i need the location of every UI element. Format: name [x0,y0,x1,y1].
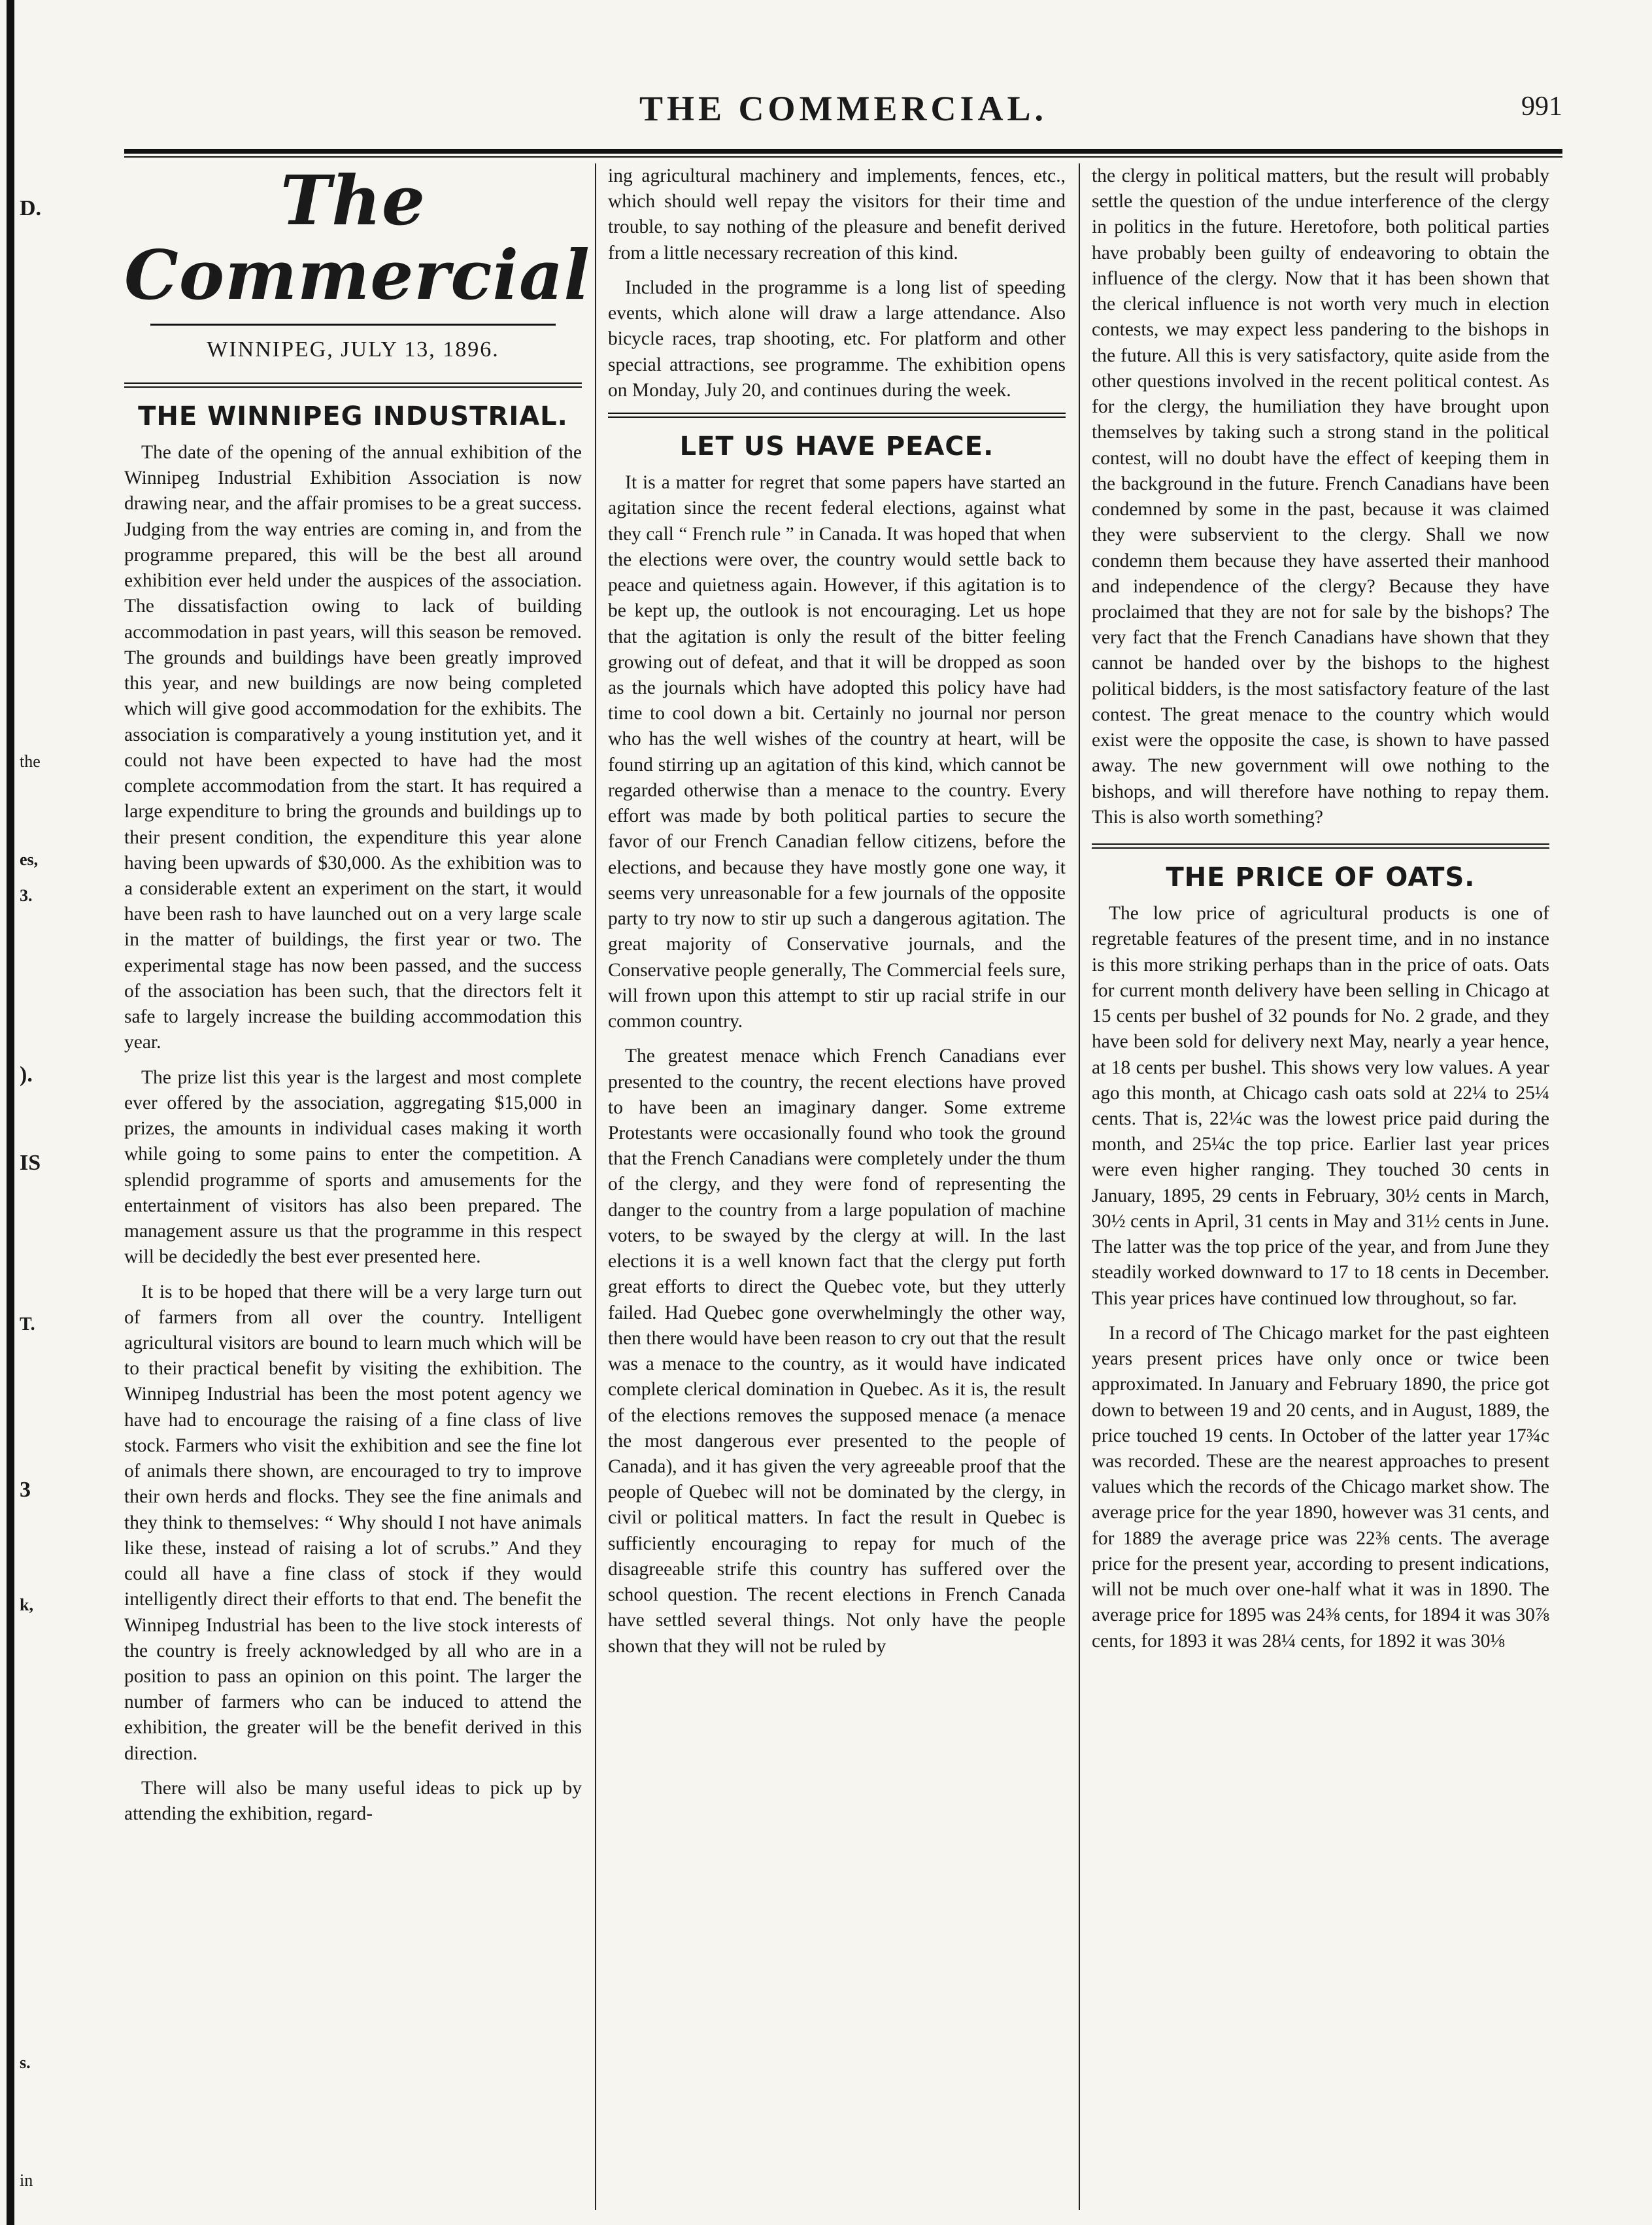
headline-oats: THE PRICE OF OATS. [1166,862,1475,893]
edge-fragment: es, [20,850,39,869]
column-3 [1092,163,1549,2210]
edge-fragment: IS [20,1151,41,1175]
paragraph: Included in the programme is a long list of speeding events, which alone will draw a large attendance. Also bicycle races, trap shooting, etc. For platform and other special attractions, see programme. The exhibition opens on Monday, July 20, and continues during the week. [608,277,1066,401]
header-rule [124,149,1562,158]
masthead-title: The Commercial [124,160,590,316]
paragraph-continued: ing agricultural machinery and implements, fences, etc., which should well repay the visitors for their time and trouble, to say nothing of the pleasure and benefit derived from a little necessary recreation of this kind. [608,165,1066,263]
section-rule [1092,843,1549,849]
paragraph-continued: the clergy in political matters, but the result will probably settle the question of the undue interference of the clergy in politics in the future. Heretofore, both political parties have probably been guilty of endeavoring to obtain the influence of the clergy. Now that it has been shown that the clerical influence is not worth very much in election contests, we may expect less pandering to the bishops in the future. All this is very satisfactory, quite aside from the other questions involved in the recent political contest. As for the clergy, the humiliation they have brought upon themselves by taking such a strong stand in the political contest, will no doubt have the effect of keeping them in the background in the future. French Canadians have been condemned by some in the past, because it was claimed they were subservient to the clergy. Shall we now condemn them because they have asserted their manhood and independence of the clergy? Because they have proclaimed that they are not for sale by the bishops? The very fact that the French Canadians have shown that they cannot be handed over by the bishops to the highest political bidders, is the most satisfactory feature of the last contest. The great menace to the country which would exist were the opposite the case, is shown to have passed away. The new government will owe nothing to the bishops, and will therefore have nothing to repay them. This is also worth something? [1092,165,1549,828]
edge-fragment: 3. [20,886,33,905]
section-rule [608,413,1066,418]
page-number: 991 [1521,92,1562,122]
paragraph: It is to be hoped that there will be a very large turn out of farmers from all over the country. Intelligent agricultural visitors are bound to learn much which will be to their practical benefit by visiting the exhibition. The Winnipeg Industrial has been the most potent agency we have had to encourage the raising of a fine class of live stock. Farmers who visit the exhibition and see the fine lot of animals there shown, are encouraged to try to improve their own herds and flocks. They see the fine animals and they think to themselves: “ Why should I not have animals like these, instead of raising a lot of scrubs.” And they could all have a fine class of stock if they would intelligently direct their efforts to that end. The benefit the Winnipeg Industrial has been to the live stock interests of the country is freely acknowledged by all who are in a position to pass an opinion on this point. The larger the number of farmers who can be induced to attend the exhibition, the greater will be the benefit derived in this direction. [124,1281,582,1764]
running-header [124,88,1562,141]
column-rule [1079,163,1080,2210]
edge-fragment: 3 [20,1478,31,1502]
column-2 [608,163,1066,2210]
edge-fragment: s. [20,2053,31,2072]
edge-fragment: T. [20,1314,35,1334]
headline-industrial: THE WINNIPEG INDUSTRIAL. [138,401,568,432]
edge-fragment: in [20,2171,33,2190]
column-1 [124,160,590,2210]
headline-peace: LET US HAVE PEACE. [679,432,994,462]
paragraph: In a record of The Chicago market for the past eighteen years present prices have only once or twice been approximated. In January and February 1890, the price got down to between 19 and 20 cents, and in August, 1889, the price touched 19 cents. In October of the latter year 17¾c was recorded. These are the nearest approaches to present values which the records of the Chicago market show. The average price for the year 1890, however was 31 cents, and for 1889 the average price was 22⅜ cents. The average price for the present year, according to present indications, will not be much over one-half what it was in 1890. The average price for 1895 was 24⅜ cents, for 1894 it was 30⅞ cents, for 1893 it was 28¼ cents, for 1892 it was 30⅛ [1092,1322,1549,1652]
paragraph: There will also be many useful ideas to pick up by attending the exhibition, regard- [124,1777,582,1825]
paragraph: The date of the opening of the annual exhibition of the Winnipeg Industrial Exhibition Association is now drawing near, and the affair promises to be a great success. Judging from the way entries are coming in, and from the programme prepared, this will be the best all around exhibition ever held under the auspices of the association. The dissatisfaction owing to lack of building accommodation in past years, will this season be removed. The grounds and buildings have been greatly improved this year, and new buildings are now being completed which will give good accommodation for the exhibits. The association is comparatively a young institution yet, and it could not have been expected to have had the most complete accommodation from the start. It has required a large expenditure to bring the grounds and buildings up to their present condition, the expenditure this year alone having been upwards of $30,000. As the exhibition was to a considerable extent an experiment on the start, it would have been rash to have launched out on a very large scale in the matter of buildings, the first year or two. The experimental stage has now been passed, and the success of the association has been such, that the directors felt it safe to largely increase the building accommodation this year. [124,442,582,1053]
column-rule [595,163,596,2210]
edge-fragment: k, [20,1595,33,1614]
edge-fragment: the [20,752,41,771]
section-rule [124,382,582,388]
paragraph: The prize list this year is the largest and most complete ever offered by the association, aggregating $15,000 in prizes, the amounts in individual cases making it worth while going to some pains to enter the competition. A splendid programme of sports and amusements for the entertainment of visitors has also been prepared. The management assure us that the programme in this respect will be decidedly the best ever presented here. [124,1066,582,1268]
masthead-rule [150,324,556,326]
edge-fragment: ). [20,1062,33,1087]
running-title: THE COMMERCIAL. [639,89,1047,128]
page-left-edge [0,0,46,2225]
paragraph: The low price of agricultural products is one of regretable features of the present time, and in no instance is this more striking perhaps than in the price of oats. Oats for current month delivery have been selling in Chicago at 15 cents per bushel of 32 pounds for No. 2 grade, and they have been sold for delivery next May, nearly a year hence, at 18 cents per bushel. This shows very low values. A year ago this month, at Chicago cash oats sold at 22¼ to 25¼ cents. That is, 22¼c was the lowest price paid during the month, and 25¼c the top price. Earlier last year prices were even higher ranging. They touched 30 cents in January, 1895, 29 cents in February, 30½ cents in March, 30½ cents in April, 31 cents in May and 31½ cents in June. The latter was the top price of the year, and from June they steadily worked downward to 17 to 18 cents in December. This year prices have continued low throughout, so far. [1092,903,1549,1309]
paragraph: The greatest menace which French Canadians ever presented to the country, the recent elections have proved to have been an imaginary danger. Some extreme Protestants were occasionally found who took the ground that the French Canadians were completely under the thum of the clergy, and they were fond of representing the danger to the country from a large population of machine voters, to be swayed by the clergy at will. In the last elections it is a well known fact that the clergy put forth great efforts to direct the Quebec vote, but they utterly failed. Had Quebec gone overwhelmingly the other way, then there would have been reason to cry out that the result was a menace to the country, as it would have indicated complete clerical domination in Quebec. As it is, the result of the elections removes the supposed menace (a menace the most dangerous ever presented to the people of Canada), and it has given the very agreeable proof that the people of Quebec will not be dominated by the clergy, in civil or political matters. In fact the result in Quebec is sufficiently encouraging to repay for much of the disagreeable strife this country has suffered over the school question. The recent elections in French Canada have settled several things. Not only have the people shown that they will not be ruled by [608,1045,1066,1657]
paragraph: It is a matter for regret that some papers have started an agitation since the recent federal elections, against what they call “ French rule ” in Canada. It was hoped that when the elections were over, the country would settle back to peace and quietness again. However, if this agitation is to be kept up, the outlook is not encouraging. Let us hope that the agitation is only the result of the bitter feeling growing out of defeat, and that it will be dropped as soon as the journals which have adopted this policy have had time to cool down a bit. Certainly no journal nor person who has the well wishes of the country at heart, will be found stirring up an agitation of this kind, which cannot be regarded otherwise than a menace to the country. Every effort was made by both political parties to secure the favor of our French Canadian fellow citizens, before the elections, and because they have mostly gone one way, it seems very unreasonable for a few journals of the opposite party to try now to stir up such a dangerous agitation. The great majority of Conservative journals, and the Conservative people generally, The Commercial feels sure, will frown upon this attempt to stir up racial strife in our common country. [608,472,1066,1032]
edge-fragment: D. [20,196,42,220]
binding-shadow [7,0,14,2225]
dateline: WINNIPEG, JULY 13, 1896. [207,337,499,362]
